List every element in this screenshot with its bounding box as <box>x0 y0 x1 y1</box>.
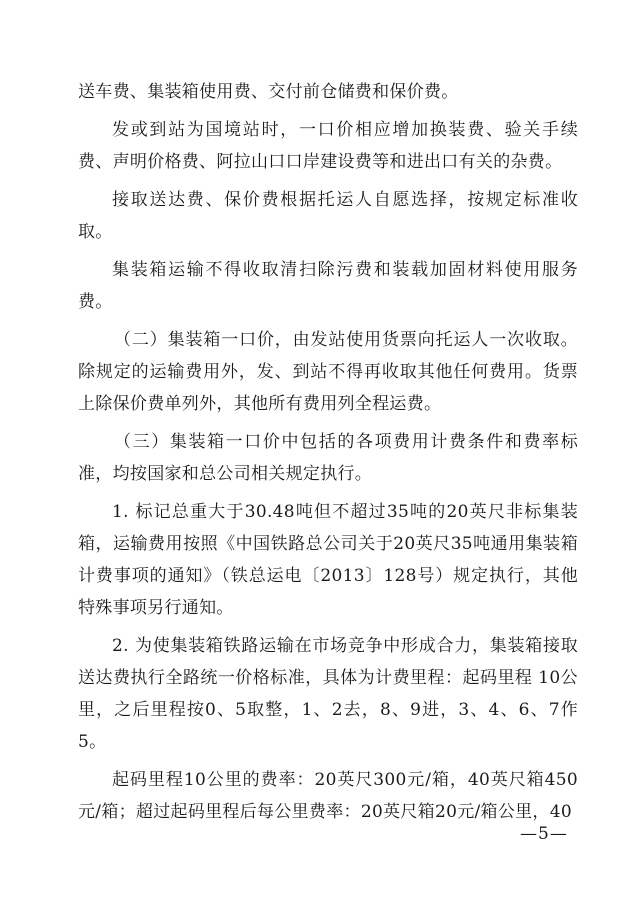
paragraph-8: 2. 为使集装箱铁路运输在市场竞争中形成合力，集装箱接取送达费执行全路统一价格标准，具体为计费里程：起码里程 10公里，之后里程按0、5取整，1、2去，8、9进，3、4、6、7作5。 <box>78 636 578 752</box>
document-body <box>78 76 578 828</box>
paragraph-5: （二）集装箱一口价，由发站使用货票向托运人一次收取。除规定的运输费用外，发、到站不得再收取其他任何费用。货票上除保价费单列外，其他所有费用列全程运费。 <box>78 330 578 414</box>
paragraph-9: 起码里程10公里的费率：20英尺300元/箱，40英尺箱450元/箱；超过起码里程后每公里费率：20英尺箱20元/箱公里，40 <box>78 770 578 822</box>
page-number: —5— <box>520 824 568 844</box>
paragraph-1: 送车费、集装箱使用费、交付前仓储费和保价费。 <box>78 82 459 102</box>
paragraph-6: （三）集装箱一口价中包括的各项费用计费条件和费率标准，均按国家和总公司相关规定执行。 <box>78 432 578 484</box>
paragraph-7: 1. 标记总重大于30.48吨但不超过35吨的20英尺非标集装箱，运输费用按照《中国铁路总公司关于20英尺35吨通用集装箱计费事项的通知》（铁总运电〔2013〕128号）规定执行，其他特殊事项另行通知。 <box>78 502 578 618</box>
paragraph-3: 接取送达费、保价费根据托运人自愿选择，按规定标准收取。 <box>78 190 578 242</box>
paragraph-2: 发或到站为国境站时，一口价相应增加换装费、验关手续费、声明价格费、阿拉山口口岸建设费等和进出口有关的杂费。 <box>78 120 578 172</box>
paragraph-4: 集装箱运输不得收取清扫除污费和装载加固材料使用服务费。 <box>78 260 578 312</box>
